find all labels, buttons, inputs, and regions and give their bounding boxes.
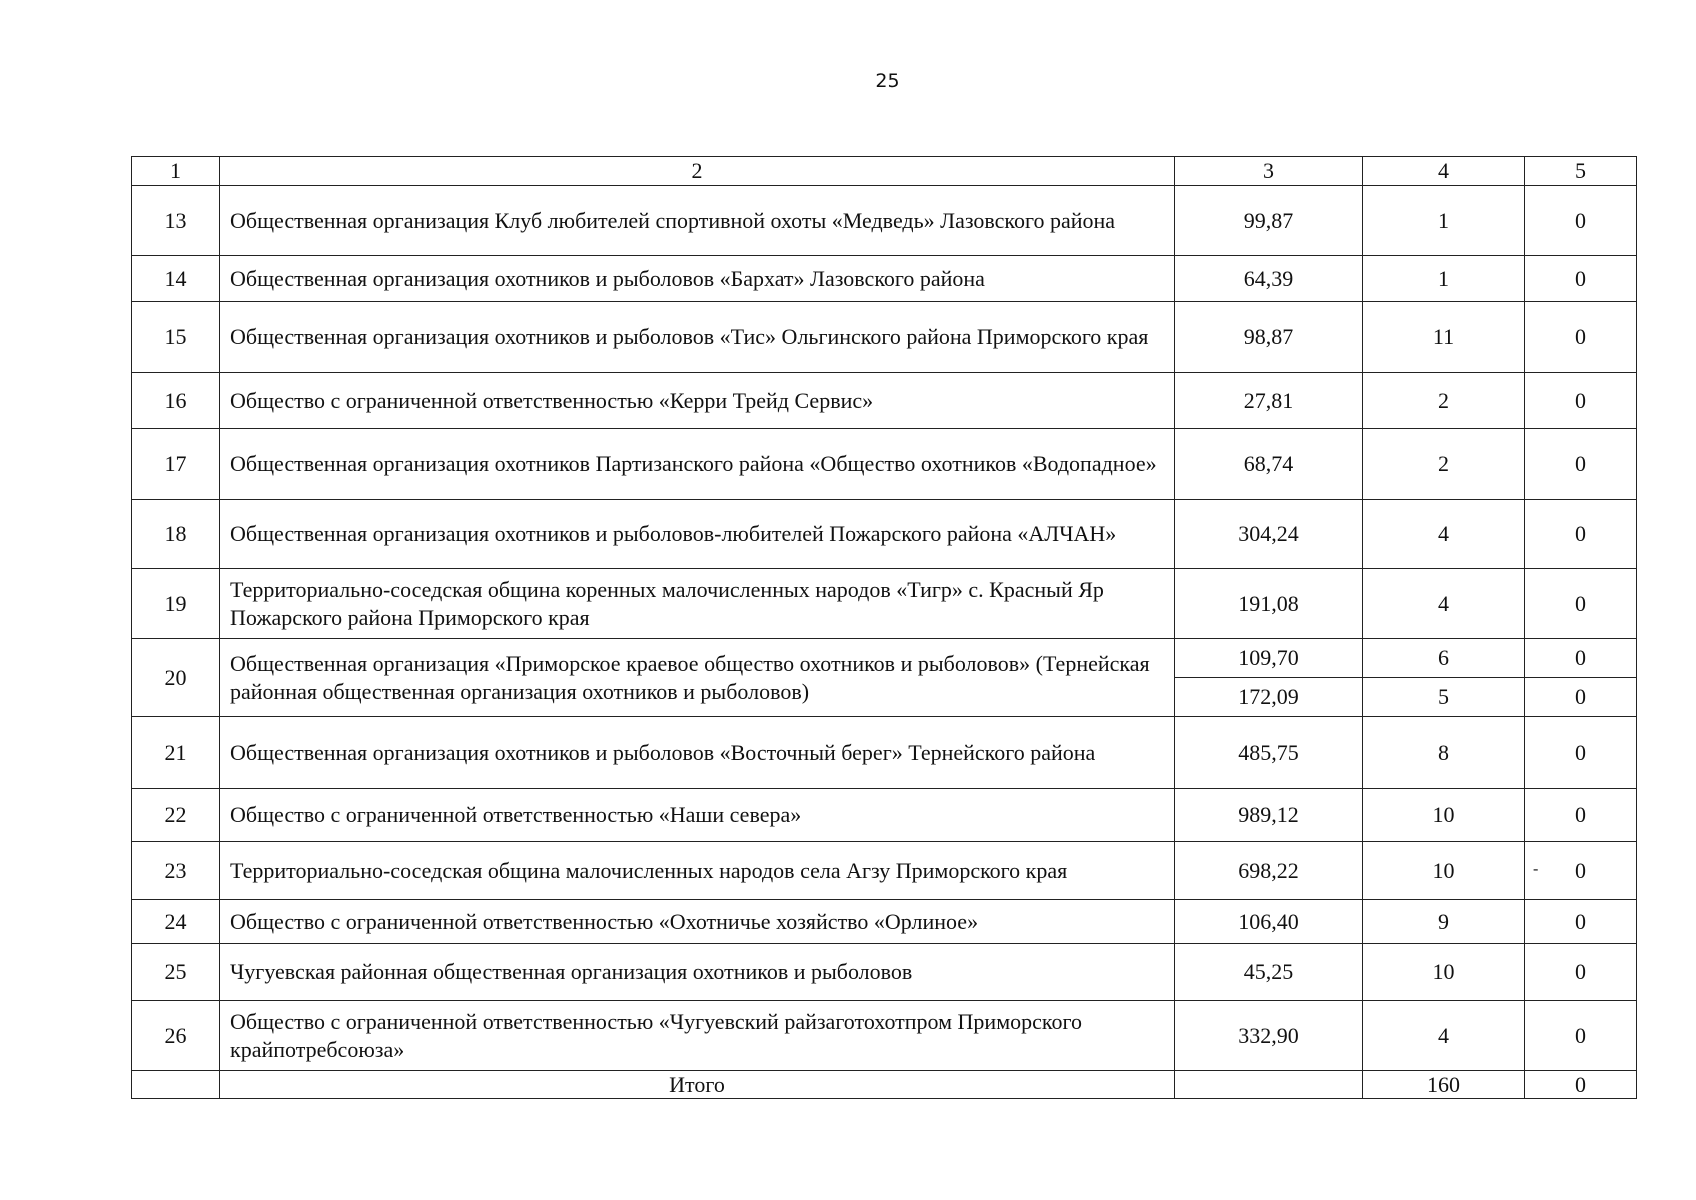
organization-name: Общество с ограниченной ответственностью «Наши севера»: [220, 789, 1175, 842]
organization-name: Общественная организация Клуб любителей спортивной охоты «Медведь» Лазовского района: [220, 186, 1175, 256]
data-table: [131, 156, 1637, 1099]
count-value: 10: [1363, 944, 1525, 1001]
col5-value: 0: [1525, 429, 1637, 500]
area-value: 698,22: [1175, 842, 1363, 900]
table-row: [132, 302, 1637, 373]
count-value: 1: [1363, 256, 1525, 302]
area-value: 27,81: [1175, 373, 1363, 429]
total-count-value: 160: [1363, 1071, 1525, 1099]
row-number: 13: [132, 186, 220, 256]
count-value: 4: [1363, 569, 1525, 639]
table-row: [132, 500, 1637, 569]
count-value: 4: [1363, 500, 1525, 569]
table-row: [132, 373, 1637, 429]
header-cell: 3: [1175, 157, 1363, 186]
row-number: 25: [132, 944, 220, 1001]
organization-name: Общество с ограниченной ответственностью «Охотничье хозяйство «Орлиное»: [220, 900, 1175, 944]
table-row: [132, 186, 1637, 256]
area-value: 64,39: [1175, 256, 1363, 302]
area-value: 109,70: [1175, 639, 1363, 678]
organization-name: Общественная организация охотников и рыболовов «Бархат» Лазовского района: [220, 256, 1175, 302]
organization-name: Территориально-соседская община коренных малочисленных народов «Тигр» с. Красный Яр Пожарского района Приморского края: [220, 569, 1175, 639]
count-value: 11: [1363, 302, 1525, 373]
area-value: 332,90: [1175, 1001, 1363, 1071]
row-number: 24: [132, 900, 220, 944]
col5-value: 0: [1525, 302, 1637, 373]
row-number: 18: [132, 500, 220, 569]
row-number: 16: [132, 373, 220, 429]
header-cell: 2: [220, 157, 1175, 186]
total-label: Итого: [220, 1071, 1175, 1099]
area-value: 99,87: [1175, 186, 1363, 256]
total-col5-value: 0: [1525, 1071, 1637, 1099]
col5-value: 0: [1525, 500, 1637, 569]
table-row: [132, 717, 1637, 789]
table-header-row: [132, 157, 1637, 186]
organization-name: Общество с ограниченной ответственностью «Керри Трейд Сервис»: [220, 373, 1175, 429]
col5-value: 0: [1525, 569, 1637, 639]
col5-value: 0: [1525, 789, 1637, 842]
row-number: 15: [132, 302, 220, 373]
area-value: 106,40: [1175, 900, 1363, 944]
area-value: 45,25: [1175, 944, 1363, 1001]
row-number: 23: [132, 842, 220, 900]
table-row: [132, 900, 1637, 944]
total-empty-cell: [132, 1071, 220, 1099]
table-row: [132, 256, 1637, 302]
col5-value: 0: [1525, 678, 1637, 717]
row-number: 20: [132, 639, 220, 717]
col5-value: 0: [1525, 186, 1637, 256]
area-value: 989,12: [1175, 789, 1363, 842]
page-number: 25: [875, 70, 900, 92]
area-value: 98,87: [1175, 302, 1363, 373]
col5-value: 0: [1525, 256, 1637, 302]
count-value: 2: [1363, 429, 1525, 500]
organization-name: Общество с ограниченной ответственностью «Чугуевский райзаготохотпром Приморского крайпотребсоюза»: [220, 1001, 1175, 1071]
col5-value: 0: [1525, 717, 1637, 789]
header-cell: 1: [132, 157, 220, 186]
count-value: 6: [1363, 639, 1525, 678]
count-value: 8: [1363, 717, 1525, 789]
table-row: [132, 842, 1637, 900]
row-number: 17: [132, 429, 220, 500]
organization-name: Общественная организация «Приморское краевое общество охотников и рыболовов» (Тернейская районная общественная организация охотников и рыболовов): [220, 639, 1175, 717]
table-row: [132, 639, 1637, 678]
col5-value: 0: [1525, 1001, 1637, 1071]
col5-value: 0: [1525, 639, 1637, 678]
header-cell: 4: [1363, 157, 1525, 186]
table-row: [132, 1001, 1637, 1071]
organization-name: Чугуевская районная общественная организация охотников и рыболовов: [220, 944, 1175, 1001]
dash-mark: -: [1533, 860, 1539, 878]
count-value: 10: [1363, 842, 1525, 900]
count-value: 9: [1363, 900, 1525, 944]
table-row: [132, 569, 1637, 639]
count-value: 4: [1363, 1001, 1525, 1071]
table-row: [132, 789, 1637, 842]
organization-name: Общественная организация охотников Партизанского района «Общество охотников «Водопадное»: [220, 429, 1175, 500]
col5-value: 0: [1575, 857, 1586, 883]
organization-name: Общественная организация охотников и рыболовов «Тис» Ольгинского района Приморского края: [220, 302, 1175, 373]
count-value: 5: [1363, 678, 1525, 717]
row-number: 26: [132, 1001, 220, 1071]
organization-name: Общественная организация охотников и рыболовов «Восточный берег» Тернейского района: [220, 717, 1175, 789]
count-value: 1: [1363, 186, 1525, 256]
table-row: [132, 944, 1637, 1001]
organization-name: Территориально-соседская община малочисленных народов села Агзу Приморского края: [220, 842, 1175, 900]
table-row: [132, 429, 1637, 500]
total-area-value: [1175, 1071, 1363, 1099]
area-value: 304,24: [1175, 500, 1363, 569]
count-value: 10: [1363, 789, 1525, 842]
row-number: 22: [132, 789, 220, 842]
area-value: 485,75: [1175, 717, 1363, 789]
col5-value-cell: [1525, 842, 1637, 900]
col5-value: 0: [1525, 944, 1637, 1001]
count-value: 2: [1363, 373, 1525, 429]
area-value: 191,08: [1175, 569, 1363, 639]
organization-name: Общественная организация охотников и рыболовов-любителей Пожарского района «АЛЧАН»: [220, 500, 1175, 569]
area-value: 68,74: [1175, 429, 1363, 500]
total-row: [132, 1071, 1637, 1099]
row-number: 14: [132, 256, 220, 302]
col5-value: 0: [1525, 900, 1637, 944]
col5-value: 0: [1525, 373, 1637, 429]
row-number: 19: [132, 569, 220, 639]
area-value: 172,09: [1175, 678, 1363, 717]
header-cell: 5: [1525, 157, 1637, 186]
row-number: 21: [132, 717, 220, 789]
